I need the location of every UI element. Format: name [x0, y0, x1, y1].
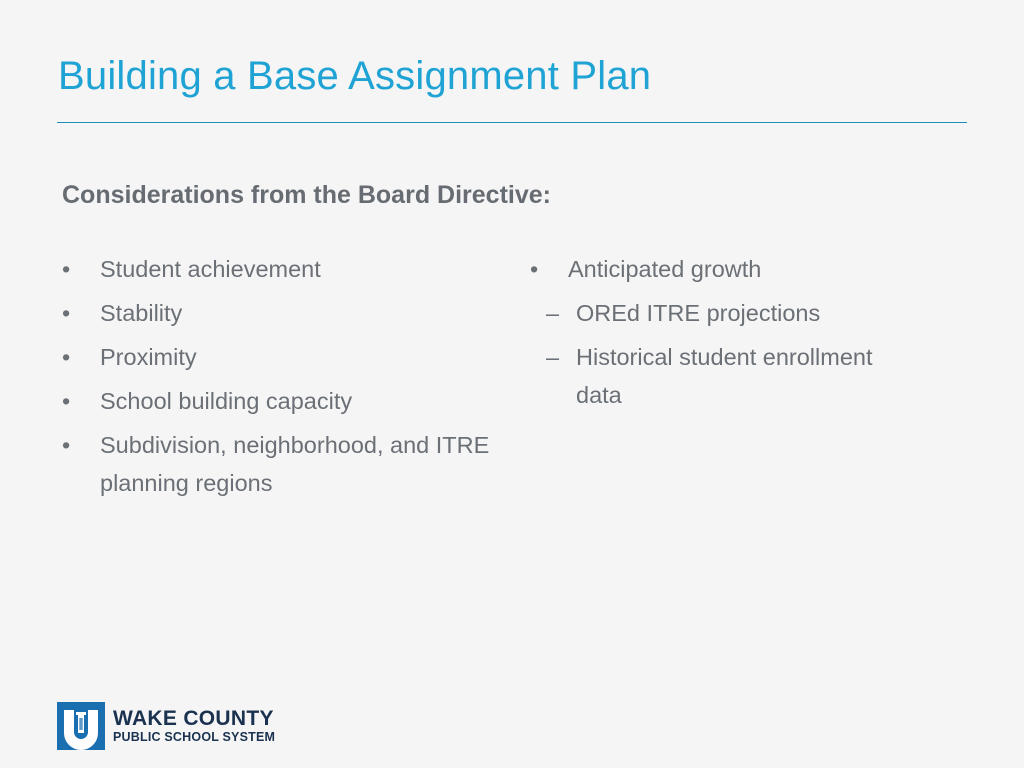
- slide-title: Building a Base Assignment Plan: [58, 54, 652, 98]
- title-divider: [57, 122, 967, 123]
- list-item: [62, 382, 502, 420]
- bullet-text: School building capacity: [100, 388, 353, 414]
- bullet-text: Proximity: [100, 344, 197, 370]
- sub-bullet-marker: –: [546, 344, 560, 370]
- list-item: [62, 426, 502, 502]
- logo-line-1: WAKE COUNTY: [113, 706, 274, 730]
- left-bullet-list: [62, 250, 502, 508]
- logo-text: [113, 708, 275, 745]
- bullet-text: Stability: [100, 300, 183, 326]
- right-bullet-list: [530, 250, 970, 420]
- logo-line-2: PUBLIC SCHOOL SYSTEM: [113, 729, 276, 744]
- bullet-marker: •: [62, 256, 71, 282]
- slide-subtitle: Considerations from the Board Directive:: [62, 181, 551, 209]
- bullet-marker: •: [62, 432, 71, 458]
- sub-list-item: [530, 294, 970, 332]
- bullet-text: Student achievement: [100, 256, 321, 282]
- bullet-marker: •: [530, 256, 539, 282]
- sub-bullet-text: OREd ITRE projections: [576, 300, 821, 326]
- bullet-marker: •: [62, 388, 71, 414]
- bullet-text: Subdivision, neighborhood, and ITRE planning regions: [100, 432, 490, 496]
- bullet-marker: •: [62, 300, 71, 326]
- sub-bullet-text: Historical student enrollment data: [576, 344, 873, 408]
- bullet-marker: •: [62, 344, 71, 370]
- wake-county-logo-icon: [57, 702, 105, 750]
- wcpss-logo: [57, 702, 275, 750]
- sub-bullet-marker: –: [546, 300, 560, 326]
- list-item: [62, 294, 502, 332]
- bullet-text: Anticipated growth: [568, 256, 762, 282]
- list-item: [62, 338, 502, 376]
- list-item: [530, 250, 970, 288]
- list-item: [62, 250, 502, 288]
- sub-list-item: [530, 338, 970, 414]
